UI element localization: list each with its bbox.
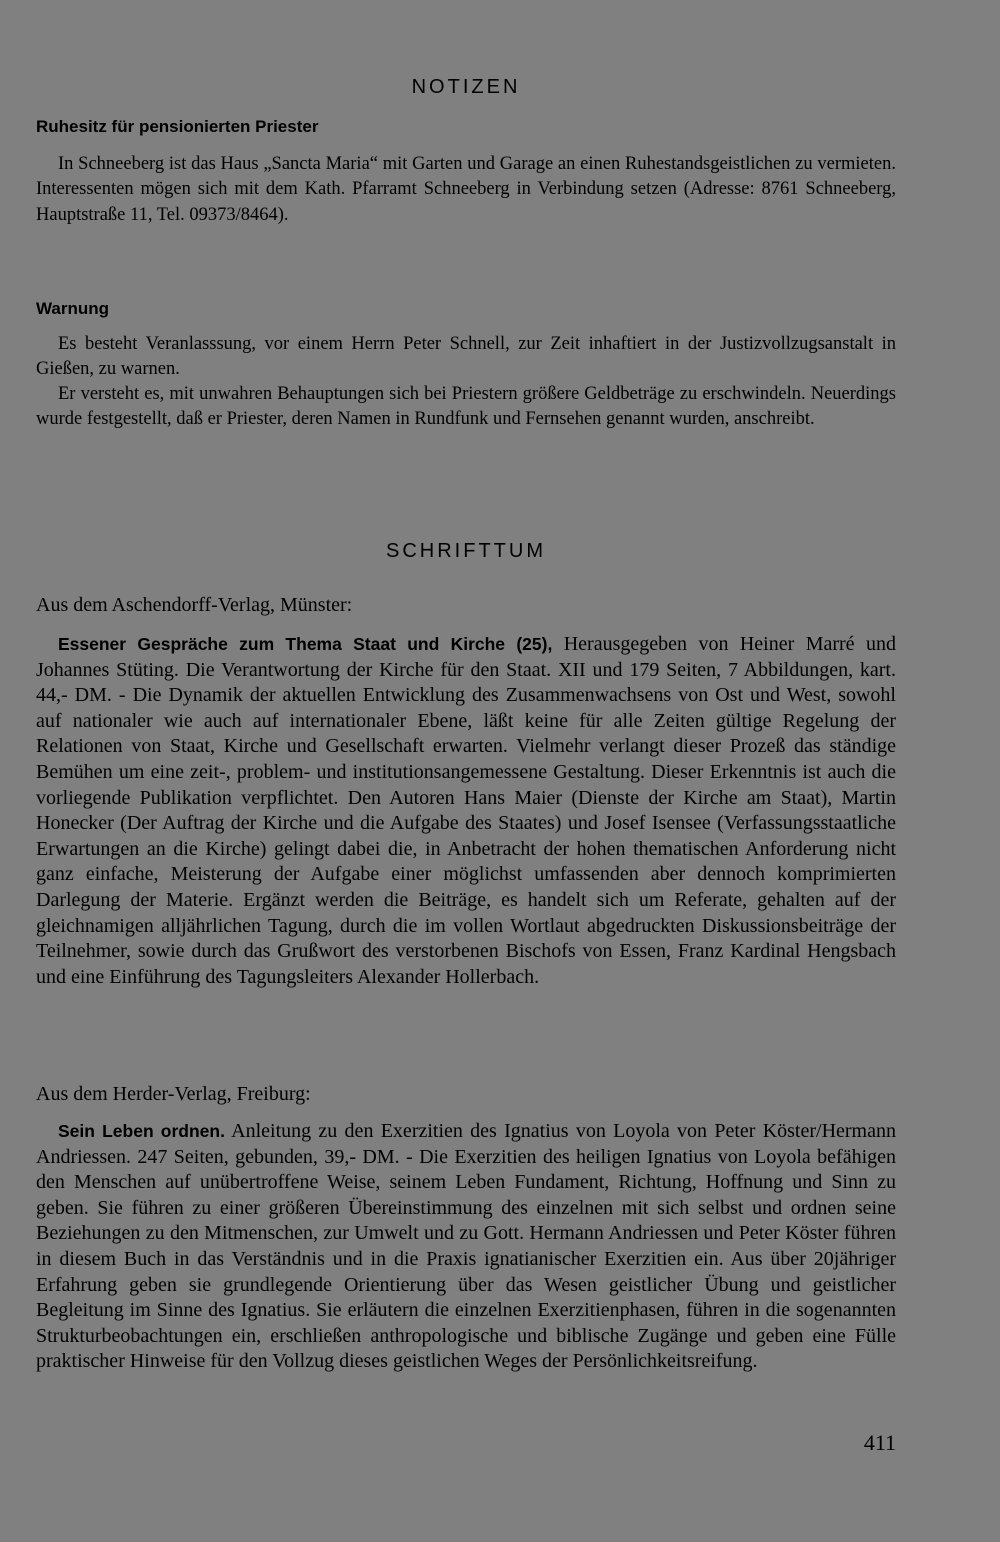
publisher-aschendorff: Aus dem Aschendorff-Verlag, Münster: bbox=[36, 594, 353, 616]
notice-heading-ruhesitz: Ruhesitz für pensionierten Priester bbox=[36, 117, 319, 136]
book-review-sein-leben-ordnen bbox=[36, 1119, 896, 1375]
section-title-notizen: NOTIZEN bbox=[411, 76, 521, 98]
book-title-essener-gespraeche: Essener Gespräche zum Thema Staat und Kirche (25), bbox=[58, 634, 553, 654]
page-number: 411 bbox=[863, 1430, 896, 1455]
section-title-schrifttum: SCHRIFTTUM bbox=[386, 540, 546, 562]
publisher-herder: Aus dem Herder-Verlag, Freiburg: bbox=[36, 1083, 311, 1105]
notice-heading-warnung: Warnung bbox=[36, 299, 110, 318]
notice-text-ruhesitz: In Schneeberg ist das Haus „Sancta Maria“ mit Garten und Garage an einen Ruhestandsgeistlichen zu vermieten. Interessenten mögen sich mit dem Kath. Pfarramt Schneeberg in Verbindung setzen (Adresse: 8761 Schneeberg, Hauptstraße 11, Tel. 09373/8464). bbox=[36, 154, 896, 225]
notice-text-warnung-2: Er versteht es, mit unwahren Behauptungen sich bei Priestern größere Geldbeträge zu erschwindeln. Neuerdings wurde festgestellt, daß er Priester, deren Namen in Rundfunk und Fernsehen genannt wurden, anschreibt. bbox=[36, 384, 896, 430]
book-title-sein-leben-ordnen: Sein Leben ordnen. bbox=[58, 1121, 225, 1141]
book-review-text-sein-leben: Anleitung zu den Exerzitien des Ignatius von Loyola von Peter Köster/Hermann Andriessen. 247 Seiten, gebunden, 39,- DM. - Die Exerzitien des heiligen Ignatius von Loyola befähigen den Menschen auf unübertroffene Weise, seinem Leben Fundament, Richtung, Hoffnung und Sinn zu geben. Sie führen zu einer größeren Übereinstimmung des einzelnen mit sich selbst und ordnen seine Beziehungen zu den Mitmenschen, zur Umwelt und zu Gott. Hermann Andriessen und Peter Köster führen in diesem Buch in das Verständnis und in die Praxis ignatianischer Exerzitien ein. Aus über 20jähriger Erfahrung geben sie grundlegende Orientierung über das Wesen geistlicher Übung und geistlicher Begleitung im Sinne des Ignatius. Sie erläutern die einzelnen Exerzitienphasen, führen in die sogenannten Strukturbeobachtungen ein, erschließen anthropologische und biblische Zugänge und geben eine Fülle praktischer Hinweise für den Vollzug dieses geistlichen Weges der Persönlichkeitsreifung. bbox=[36, 1120, 896, 1373]
book-review-essener-gespraeche bbox=[36, 632, 896, 990]
book-review-text-essener: Herausgegeben von Heiner Marré und Johannes Stüting. Die Verantwortung der Kirche für den Staat. XII und 179 Seiten, 7 Abbildungen, kart. 44,- DM. - Die Dynamik der aktuellen Entwicklung des Zusammenwachsens von Ost und West, sowohl auf nationaler wie auch auf internationaler Ebene, läßt keine für alle Zeiten gültige Regelung der Relationen von Staat, Kirche und Gesellschaft erwarten. Vielmehr verlangt dieser Prozeß das ständige Bemühen um eine zeit-, problem- und institutionsangemessene Gestaltung. Dieser Erkenntnis ist auch die vorliegende Publikation verpflichtet. Den Autoren Hans Maier (Dienste der Kirche am Staat), Martin Honecker (Der Auftrag der Kirche und die Aufgabe des Staates) und Josef Isensee (Verfassungsstaatliche Erwartungen an die Kirche) gelingt dabei die, in Anbetracht der hohen thematischen Anforderung nicht ganz einfache, Meisterung der Aufgabe einer möglichst umfassenden aber dennoch komprimierten Darlegung der Materie. Ergänzt werden die Beiträge, es handelt sich um Referate, gehalten auf der gleichnamigen alljährlichen Tagung, durch die im vollen Wortlaut abgedruckten Diskussionsbeiträge der Teilnehmer, sowie durch das Grußwort des verstorbenen Bischofs von Essen, Franz Kardinal Hengsbach und eine Einführung des Tagungsleiters Alexander Hollerbach. bbox=[36, 633, 896, 988]
notice-text-warnung-1: Es besteht Veranlasssung, vor einem Herrn Peter Schnell, zur Zeit inhaftiert in der Justizvollzugsanstalt in Gießen, zu warnen. bbox=[36, 334, 896, 380]
